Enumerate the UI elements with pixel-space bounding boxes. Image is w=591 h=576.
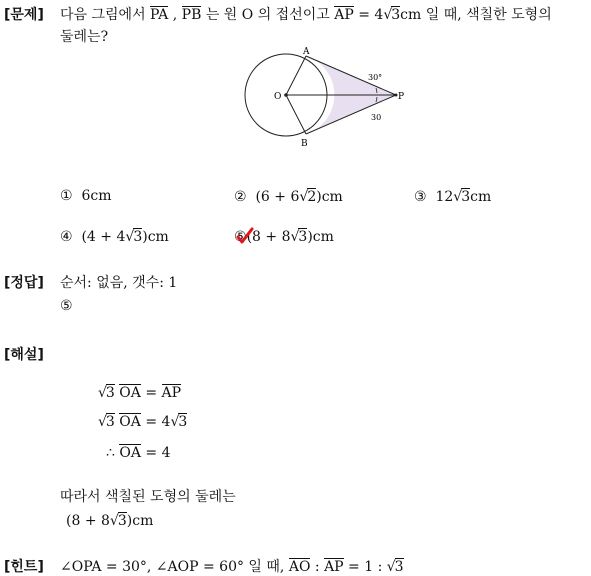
- radius-oa: [286, 56, 306, 95]
- problem-tag: [문제]: [4, 7, 44, 23]
- choice-1-number: ①: [60, 188, 73, 204]
- label-a: A: [303, 47, 310, 57]
- l1-ap: AP: [161, 385, 182, 401]
- answer-tag: [정답]: [4, 275, 44, 291]
- choice-1[interactable]: [60, 188, 112, 204]
- l2-rad: 3: [105, 414, 115, 430]
- choice-4-pre: (4 + 4: [81, 229, 126, 245]
- result-rad: 3: [117, 513, 127, 529]
- result-post: )cm: [126, 513, 154, 529]
- choice-3-post: cm: [470, 189, 492, 205]
- l2-rhs-rad: 3: [178, 414, 188, 430]
- choice-3-rad: 3: [461, 189, 471, 205]
- choice-5-pre: (8 + 8: [246, 229, 291, 245]
- segment-pb: PB: [181, 7, 202, 23]
- explanation-line-3: [106, 444, 171, 461]
- l1-rad: 3: [105, 385, 115, 401]
- l1-oa: OA: [119, 385, 141, 401]
- l3-eq: = 4: [140, 445, 171, 461]
- sqrt-sign: √: [98, 385, 107, 401]
- hint-ap: AP: [324, 559, 344, 575]
- choice-5[interactable]: [234, 228, 334, 245]
- hint-text: [60, 556, 404, 576]
- label-o: O: [274, 92, 282, 102]
- choice-3-number: ③: [414, 189, 427, 205]
- therefore-symbol: ∴: [106, 445, 115, 461]
- hint-colon: :: [310, 559, 325, 575]
- problem-comma: ,: [168, 7, 182, 23]
- segment-pa: PA: [150, 7, 169, 23]
- explanation-line-1: [98, 384, 181, 401]
- sqrt-sign: √: [386, 559, 396, 575]
- choice-5-number: ⑤: [234, 229, 247, 245]
- sqrt-sign: √: [453, 189, 463, 205]
- hint-ratio: = 1 :: [343, 559, 387, 575]
- choice-4[interactable]: [60, 228, 169, 245]
- sqrt-sign: √: [299, 189, 309, 205]
- choice-2-post: )cm: [316, 189, 343, 205]
- hint-part-1: ∠OPA = 30°, ∠AOP = 60° 일 때,: [60, 559, 289, 575]
- hint-ao: AO: [288, 559, 311, 575]
- choice-2-pre: (6 + 6: [255, 189, 300, 205]
- choice-2-number: ②: [234, 189, 247, 205]
- problem-text-suffix: cm 일 때, 색칠한 도형의: [400, 7, 552, 23]
- choice-3[interactable]: [414, 188, 491, 205]
- sqrt-sign: √: [290, 229, 300, 245]
- sqrt-sign: √: [98, 414, 107, 430]
- sqrt-sign: √: [109, 513, 119, 529]
- answer-order-text: 순서: 없음, 갯수: 1: [60, 275, 178, 291]
- radius-ob: [286, 95, 306, 134]
- problem-line-1: [60, 4, 552, 24]
- label-p: P: [398, 92, 405, 102]
- problem-eq: = 4: [353, 7, 384, 23]
- choice-2-rad: 2: [307, 189, 317, 205]
- explanation-line-2: [98, 413, 187, 430]
- choice-4-number: ④: [60, 229, 73, 245]
- problem-line-2: 둘레는?: [60, 29, 109, 45]
- l3-oa: OA: [119, 445, 141, 461]
- choice-2[interactable]: [234, 188, 343, 205]
- explanation-result: [66, 512, 153, 529]
- choice-3-pre: 12: [435, 189, 454, 205]
- sqrt-arg: 3: [391, 7, 401, 23]
- sqrt-sign: √: [125, 229, 135, 245]
- choice-4-post: )cm: [142, 229, 169, 245]
- choice-5-number-wrap: [234, 229, 247, 245]
- angle-label-top: 30°: [368, 73, 383, 82]
- choice-5-post: )cm: [307, 229, 334, 245]
- choice-1-text: 6cm: [81, 188, 112, 204]
- l1-eq: =: [140, 385, 162, 401]
- result-pre: (8 + 8: [66, 513, 110, 529]
- center-dot: [284, 93, 288, 97]
- choice-5-rad: 3: [298, 229, 308, 245]
- answer-value: ⑤: [60, 298, 73, 314]
- label-b: B: [301, 139, 308, 149]
- l2-eq: = 4: [140, 414, 171, 430]
- explanation-tag: [해설]: [4, 347, 44, 363]
- sqrt-sign: √: [383, 7, 393, 23]
- explanation-conclusion: 따라서 색칠된 도형의 둘레는: [60, 489, 236, 505]
- checkmark-icon: [236, 227, 254, 245]
- hint-rad: 3: [394, 559, 404, 575]
- problem-text-mid: 는 원 O 의 접선이고: [201, 7, 335, 23]
- segment-ap: AP: [334, 7, 354, 23]
- problem-text-prefix: 다음 그림에서: [60, 7, 151, 23]
- l2-oa: OA: [119, 414, 141, 430]
- hint-tag: [힌트]: [4, 559, 44, 575]
- sqrt-sign: √: [170, 414, 180, 430]
- angle-label-bottom: 30: [371, 113, 382, 122]
- choice-4-rad: 3: [133, 229, 143, 245]
- geometry-figure: [240, 44, 410, 154]
